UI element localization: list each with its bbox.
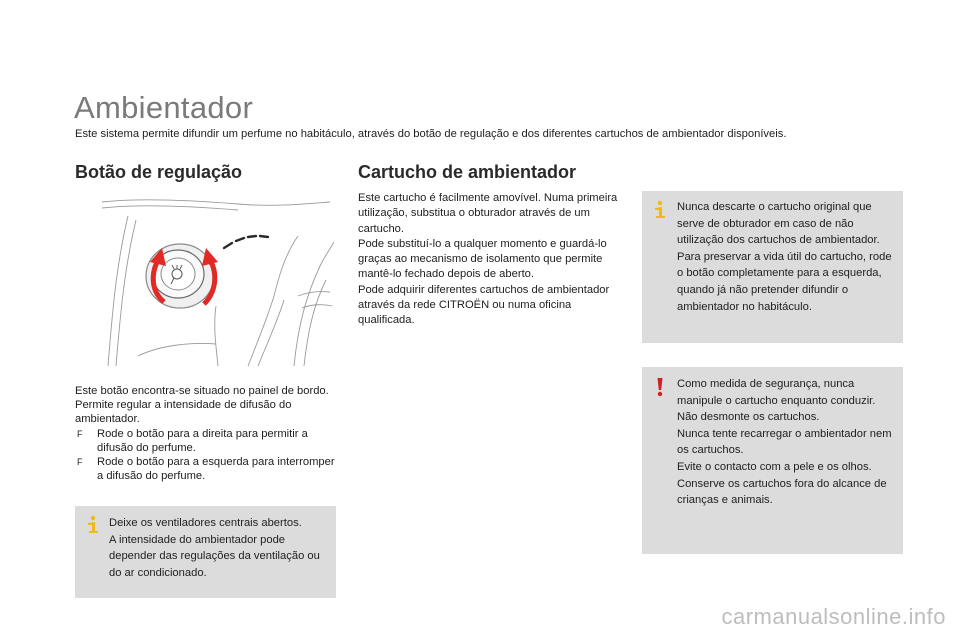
paragraph: Pode adquirir diferentes cartuchos de ambientador através da rede CITROËN ou numa oficina qualificada. [358, 283, 610, 327]
info-icon [652, 199, 668, 219]
bullet-icon: F [77, 457, 83, 468]
paragraph: Este botão encontra-se situado no painel de bordo. [75, 385, 329, 397]
info-box-text: Deixe os ventiladores centrais abertos. A intensidade do ambientador pode depender das regulações da ventilação ou do ar condicionado. [109, 517, 320, 579]
section-heading-cartridge: Cartucho de ambientador [358, 162, 577, 182]
regulation-description [75, 384, 337, 483]
warning-box-text [677, 376, 899, 509]
watermark: carmanualsonline.info [721, 604, 946, 629]
paragraph: Permite regular a intensidade de difusão do ambientador. [75, 399, 292, 426]
bullet-icon: F [77, 428, 83, 439]
paragraph: Nunca descarte o cartucho original que serve de obturador em caso de não utilização dos cartuchos de ambientador. [677, 201, 880, 247]
regulation-knob-illustration [98, 196, 336, 370]
info-box-text [677, 199, 897, 315]
paragraph: Este cartucho é facilmente amovível. Numa primeira utilização, substitua o obturador através de um cartucho. [358, 192, 618, 235]
paragraph: Nunca tente recarregar o ambientador nem os cartuchos. [677, 427, 892, 457]
list-item [75, 455, 337, 483]
cartridge-description [358, 191, 620, 329]
paragraph: Como medida de segurança, nunca manipule o cartucho enquanto conduzir. [677, 378, 876, 407]
page-subtitle: Este sistema permite difundir um perfume no habitáculo, através do botão de regulação e dos diferentes cartuchos de ambientador disponíveis. [75, 128, 787, 140]
page-title: Ambientador [74, 90, 254, 125]
list-item-text: Rode o botão para a direita para permitir a difusão do perfume. [97, 427, 308, 454]
paragraph: Pode substituí-lo a qualquer momento e guardá-lo graças ao mecanismo de isolamento que permite mantê-lo fechado depois de aberto. [358, 237, 607, 281]
paragraph: Não desmonte os cartuchos. [677, 411, 820, 424]
warning-box-safety [642, 367, 903, 554]
warning-icon [652, 377, 668, 397]
knob-icon [146, 244, 214, 308]
list-item [75, 427, 337, 455]
paragraph: Evite o contacto com a pele e os olhos. [677, 460, 872, 473]
info-icon [85, 514, 101, 534]
paragraph: Para preservar a vida útil do cartucho, rode o botão completamente para a esquerda, quando já não pretender difundir o ambientador no habitáculo. [677, 250, 892, 313]
paragraph: Conserve os cartuchos fora do alcance de crianças e animais. [677, 477, 887, 507]
info-box-cartridge [642, 191, 903, 343]
list-item-text: Rode o botão para a esquerda para interromper a difusão do perfume. [97, 456, 335, 483]
section-heading-regulation: Botão de regulação [75, 162, 243, 182]
info-box-ventilation [75, 506, 336, 598]
